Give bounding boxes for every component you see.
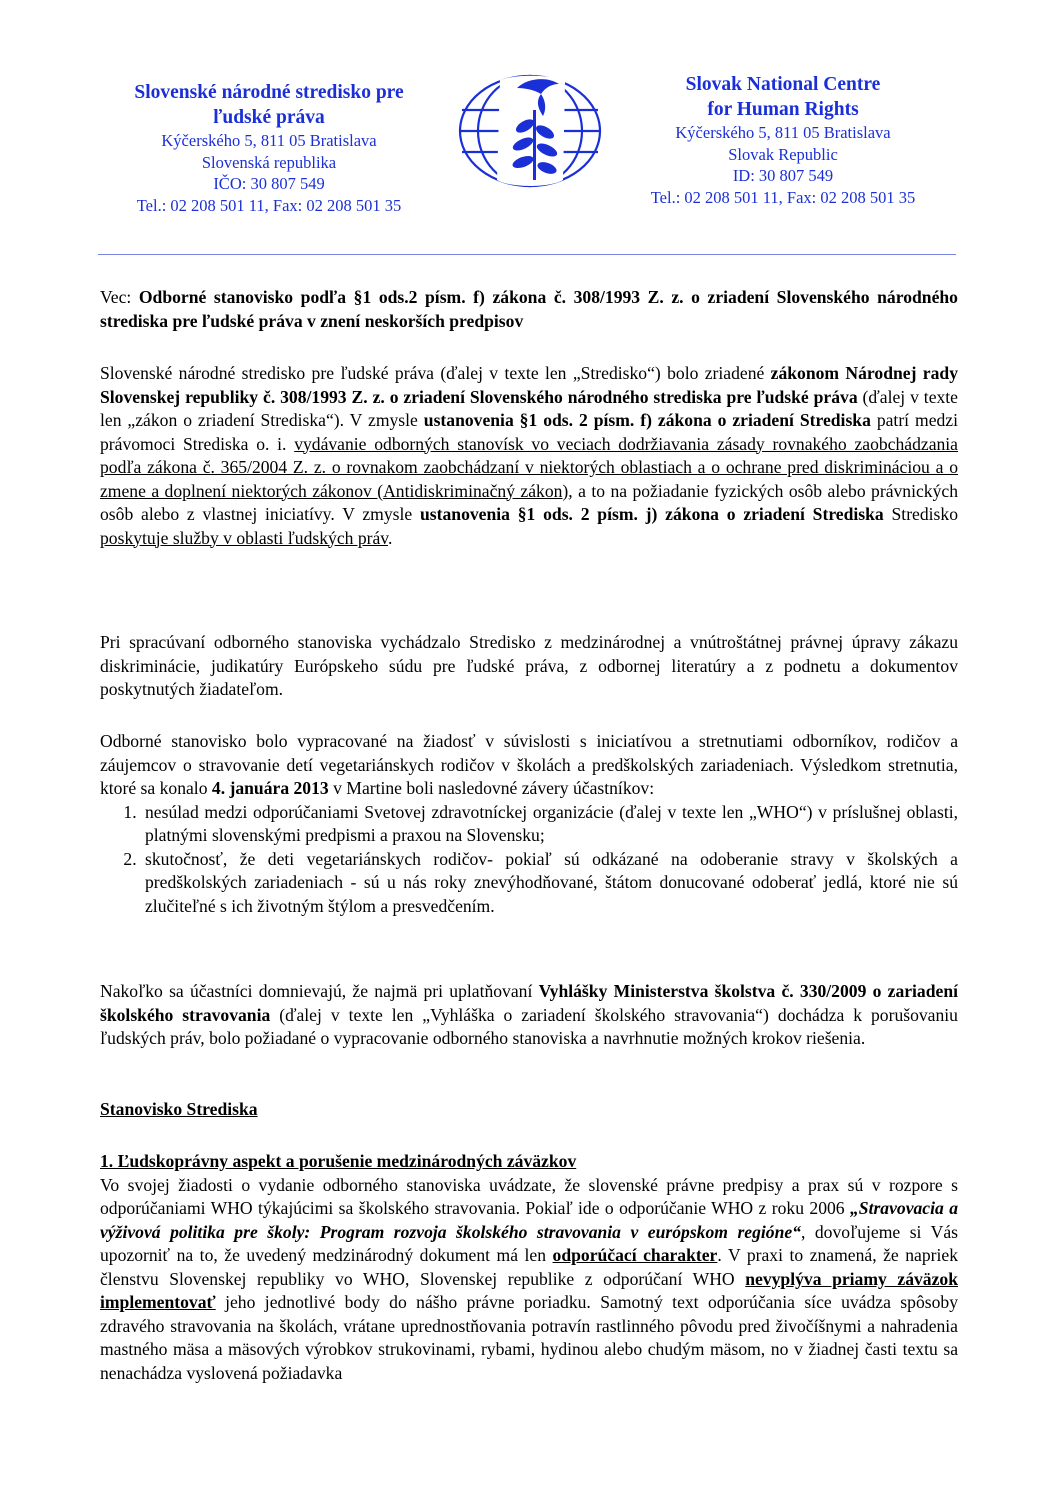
letterhead [0,0,1058,260]
org-name-line1: Slovenské národné stredisko pre [134,82,404,103]
org-id: IČO: 30 807 549 [213,174,325,193]
subject-line [100,286,958,333]
org-name-line2-en: for Human Rights [707,99,859,120]
text-run: , dovoľujeme si Vás upozorniť na to, že uvedený medzinárodný dokument má len [100,1221,958,1265]
list-item: 2. skutočnosť, že deti vegetariánskych rodičov- pokiaľ sú odkázané na odoberanie stravy v školských a predškolských zariadeniach - sú u nás roky znevýhodňované, štátom donucované odoberať jedlá, ktoré nie sú zlučiteľné s ich životným štýlom a presvedčením. [141,848,958,919]
letterhead-right-english [610,72,956,208]
meeting-date: 4. januára 2013 [211,778,329,798]
text-run: patrí medzi právomoci Strediska o. i. [100,410,958,454]
sources-text: Pri spracúvaní odborného stanoviska vychádzalo Stredisko z medzinárodnej a vnútroštátnej právnej úpravy zákazu diskriminácie, judikatúry Európskeho súdu pre ľudské práva, z odbornej literatúry a z podnetu a dokumentov poskytnutých žiadateľom. [100,632,958,699]
bold-provision-f: ustanovenia §1 ods. 2 písm. f) zákona o zriadení Strediska [423,410,871,430]
globe-dove-logo-icon [455,70,605,192]
bold-provision-j: ustanovenia §1 ods. 2 písm. j) zákona o zriadení Strediska [420,504,884,524]
header-divider [98,254,956,255]
bold-italic-who-title: „Stravovacia a výživová politika pre školy: Program rozvoja školského stravovania v európskom regióne“ [100,1198,958,1242]
paragraph-human-rights-aspect [100,1150,958,1385]
underlined-competence: vydávanie odborných stanovísk vo veciach dodržiavania zásady rovnakého zaobchádzania podľa zákona č. 365/2004 Z. z. o rovnakom zaobchádzaní v niektorých oblastiach a o ochrane pred diskrimináciou a o zmene a doplnení niektorých zákonov (Antidiskriminačný zákon) [100,433,958,501]
subsection-heading: 1. Ľudskoprávny aspekt a porušenie medzinárodných záväzkov [100,1151,577,1171]
org-address: Kýčerského 5, 811 05 Bratislava [161,131,377,150]
conclusions-list [100,801,958,919]
text-run: Stredisko [883,504,958,524]
bold-decree-reference: Vyhlášky Ministerstva školstva č. 330/2009 o zariadení školského stravovania [100,981,958,1025]
text-run: . V praxi to znamená, že napriek členstvu Slovenskej republiky vo WHO, Slovenskej republike z odporúčaní WHO [100,1245,958,1289]
org-contact: Tel.: 02 208 501 11, Fax: 02 208 501 35 [136,195,402,215]
org-country-en: Slovak Republic [728,144,838,164]
text-run: v Martine boli nasledovné závery účastníkov: [328,778,655,798]
paragraph-intro [100,362,958,550]
org-contact-en: Tel.: 02 208 501 11, Fax: 02 208 501 35 [650,187,916,207]
org-name-line1-en: Slovak National Centre [685,74,881,95]
paragraph-request [100,730,958,918]
text-run: , a to na požiadanie fyzických osôb alebo právnických osôb alebo z vlastnej iniciatívy. V zmysle [100,480,958,524]
org-id-en: ID: 30 807 549 [732,166,834,185]
list-item: 1. nesúlad medzi odporúčaniami Svetovej zdravotníckej organizácie (ďalej v texte len „WHO“) v príslušnej oblasti, platnými slovenskými predpismi a praxou na Slovensku; [141,801,958,848]
subject-text: Odborné stanovisko podľa §1 ods.2 písm. f) zákona č. 308/1993 Z. z. o zriadení Slovenského národného strediska pre ľudské práva v znení neskorších predpisov [100,287,958,331]
text-run: (ďalej v texte len „zákon o zriadení Strediska“). V zmysle [100,386,958,430]
bold-underlined-recommendatory: odporúčací charakter [552,1245,718,1265]
subject-label: Vec: [100,287,139,307]
underlined-services: poskytuje služby v oblasti ľudských práv [100,527,388,548]
text-run: jeho jednotlivé body do nášho právne poriadku. Samotný text odporúčania síce uvádza spôsoby zdravého stravovania na školách, vrátane uprednostňovania potravín rastlinného pôvodu pred živočíšnymi a nahradenia mastného mäsa a mäsových výrobkov strukovinami, rybami, hydinou alebo chudým mäsom, no v žiadnej časti textu sa nenachádza vyslovená požiadavka [100,1292,958,1383]
text-run: (ďalej v texte len „Vyhláška o zariadení školského stravovania“) dochádza k porušovaniu ľudských práv, bolo požiadané o vypracovanie odborného stanoviska a navrhnutie možných krokov riešenia. [100,1004,958,1048]
org-address-en: Kýčerského 5, 811 05 Bratislava [675,123,891,142]
bold-underlined-no-obligation: nevyplýva priamy záväzok implementovať [100,1268,958,1312]
text-run: Slovenské národné stredisko pre ľudské práva (ďalej v texte len „Stredisko“) bolo zriadené [100,363,771,383]
text-run: . [387,527,393,548]
text-run: Odborné stanovisko bolo vypracované na žiadosť v súvislosti s iniciatívou a stretnutiami odborníkov, rodičov a záujemcov o stravovanie detí vegetariánskych rodičov v školách a predškolských zariadeniach. Výsledkom stretnutia, ktoré sa konalo [100,731,958,798]
org-country: Slovenská republika [201,152,337,172]
bold-law-reference: zákonom Národnej rady Slovenskej republiky č. 308/1993 Z. z. o zriadení Slovenského národného strediska pre ľudské práva [100,363,958,407]
org-name-line2: ľudské práva [213,107,325,128]
letterhead-left-slovak [98,80,440,216]
section-heading: Stanovisko Strediska [100,1099,258,1119]
text-run: Nakoľko sa účastníci domnievajú, že najmä pri uplatňovaní [100,981,539,1001]
paragraph-decree [100,980,958,1051]
text-run: Vo svojej žiadosti o vydanie odborného stanoviska uvádzate, že slovenské právne predpisy a prax sú v rozpore s odporúčaniami WHO týkajúcimi sa školského stravovania. Pokiaľ ide o odporúčanie WHO z roku 2006 [100,1174,958,1218]
paragraph-sources [100,631,958,702]
